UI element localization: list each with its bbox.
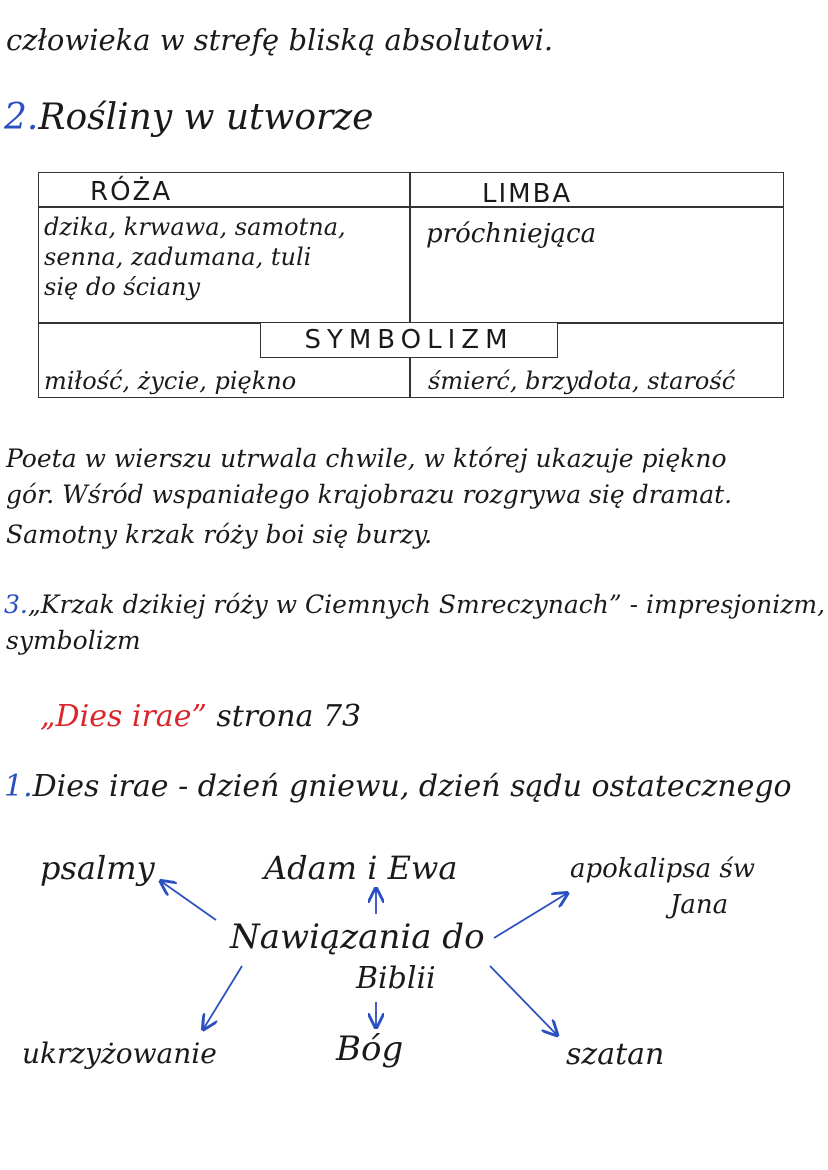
mindmap-psalmy: psalmy xyxy=(40,849,155,887)
section-1-text: Dies irae - dzień gniewu, dzień sądu ostatecznego xyxy=(32,769,792,804)
mindmap-bog: Bóg xyxy=(336,1029,404,1069)
table-desc-roza: dzika, krwawa, samotna, senna, zadumana, tuli się do ściany xyxy=(44,213,346,301)
mindmap-apokalipsa: apokalipsa św xyxy=(570,854,756,884)
table-symbol-limba: śmierć, brzydota, starość xyxy=(428,367,736,395)
arrow-to-psalmy xyxy=(162,882,216,920)
table-desc-limba: próchniejąca xyxy=(426,219,597,249)
section-2-number: 2. xyxy=(4,97,39,138)
table-symbol-roza: miłość, życie, piękno xyxy=(44,367,297,395)
paragraph-line-3: Samotny krzak róży boi się burzy. xyxy=(6,520,433,549)
dies-irae-quoted: „Dies irae” xyxy=(40,699,207,734)
section-3-line-2: symbolizm xyxy=(6,626,141,655)
mindmap-ukrzyzowanie: ukrzyżowanie xyxy=(22,1037,217,1070)
arrow-to-apokalipsa xyxy=(494,894,566,938)
table-header-roza: RÓŻA xyxy=(90,177,173,207)
mindmap-adam-ewa: Adam i Ewa xyxy=(264,849,458,887)
section-1-number: 1. xyxy=(4,769,33,804)
mindmap-szatan: szatan xyxy=(566,1037,665,1072)
intro-line: człowieka w strefę bliską absolutowi. xyxy=(6,23,554,57)
table-header-limba: LIMBA xyxy=(482,179,573,209)
arrow-to-szatan xyxy=(490,966,556,1034)
mindmap-apokalipsa-line-2: Jana xyxy=(670,890,729,920)
dies-irae-page: strona 73 xyxy=(216,699,362,734)
mindmap-center-line-2: Biblii xyxy=(356,961,436,996)
mindmap-center: Nawiązania do xyxy=(230,917,485,957)
arrow-to-ukrzyzowanie xyxy=(204,966,242,1028)
paragraph-line-2: gór. Wśród wspaniałego krajobrazu rozgrywa się dramat. xyxy=(6,480,733,509)
section-2-title: Rośliny w utworze xyxy=(38,97,374,138)
symbolism-label: SYMBOLIZM xyxy=(260,322,558,358)
paragraph-line-1: Poeta w wierszu utrwala chwile, w której ukazuje piękno xyxy=(6,444,727,473)
section-3-text: „Krzak dzikiej róży w Ciemnych Smreczynach” - impresjonizm, xyxy=(27,590,826,619)
section-3-number: 3. xyxy=(4,590,28,619)
